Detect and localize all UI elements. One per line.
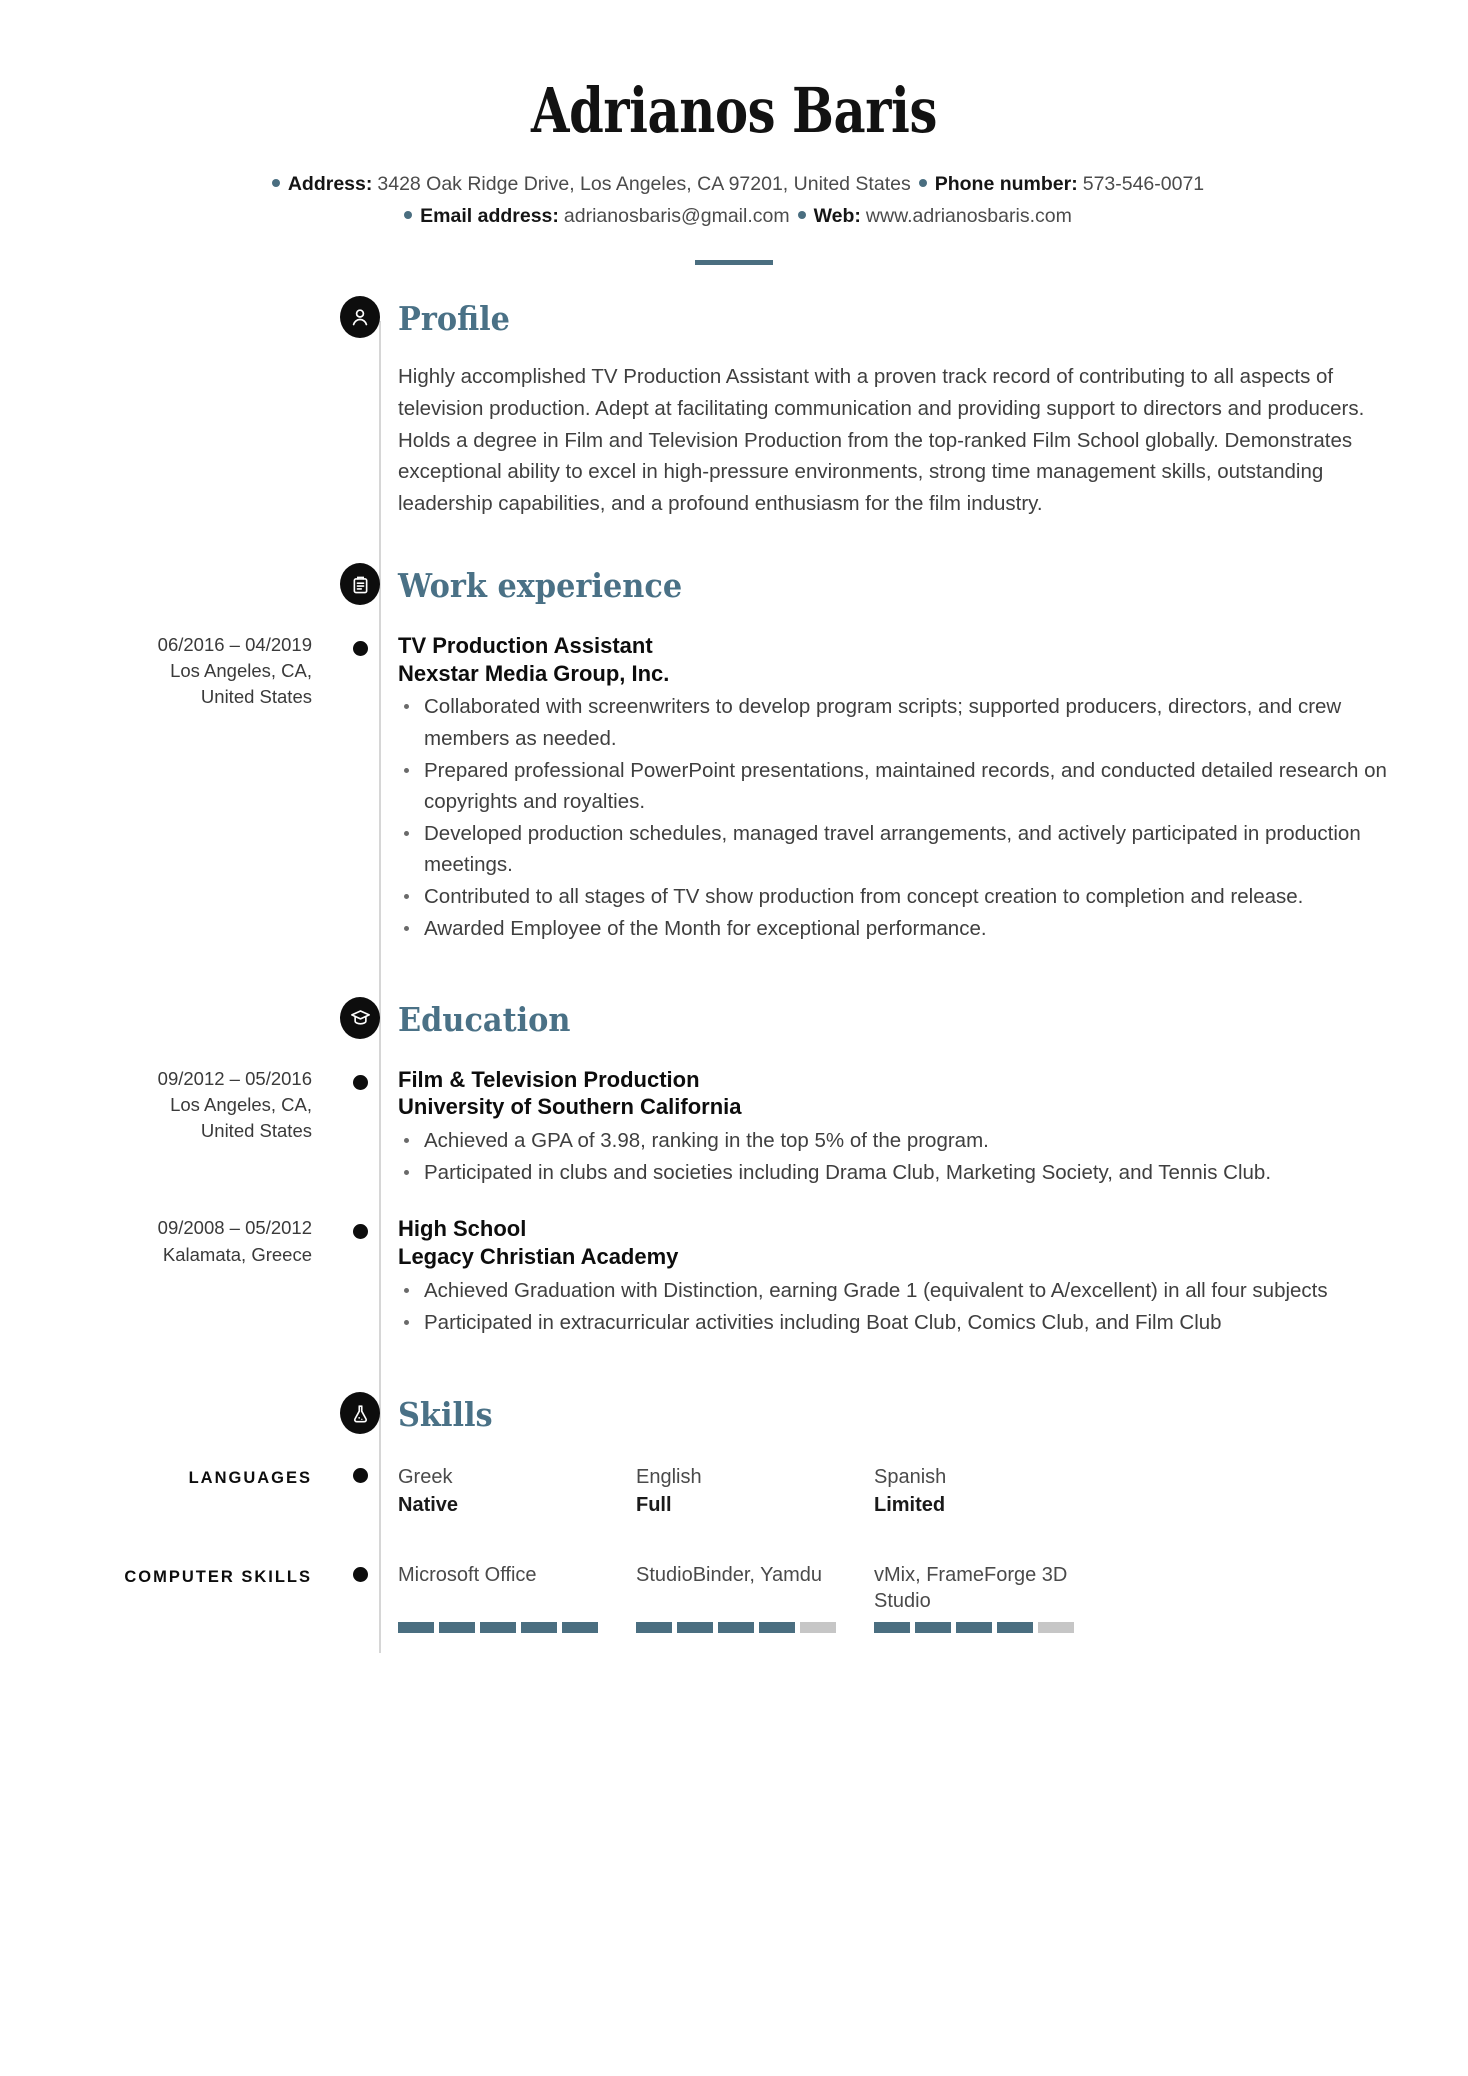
bullet-dot-icon [272, 179, 280, 187]
section-title: Work experience [398, 566, 683, 606]
skill-rating-bars [398, 1622, 636, 1633]
timeline-dot [353, 1224, 368, 1239]
contact-value[interactable]: 573-546-0071 [1082, 173, 1205, 196]
timeline-dot [353, 1567, 368, 1582]
section-title-wrap [380, 299, 1468, 339]
entry-location: Los Angeles, CA, [170, 1093, 312, 1115]
marker-column [340, 1463, 380, 1483]
computer-skills-label-gutter [0, 1562, 340, 1589]
entry-dates: 06/2016 – 04/2019 [157, 633, 312, 655]
computer-skill-item [636, 1562, 874, 1633]
entry-location: United States [200, 1120, 312, 1142]
header-divider [695, 260, 773, 265]
contact-label: Web: [813, 204, 861, 227]
language-name: Spanish [874, 1466, 947, 1489]
education-entries [0, 1066, 1468, 1340]
education-entry [0, 1066, 1468, 1190]
section-title: Education [398, 999, 571, 1039]
contact-value[interactable]: 3428 Oak Ridge Drive, Los Angeles, CA 97201, United States [377, 173, 911, 196]
entry-organization: Legacy Christian Academy [398, 1244, 679, 1270]
entry-body [380, 632, 1468, 946]
contact-label: Phone number: [934, 173, 1078, 196]
language-level: Native [398, 1494, 459, 1517]
language-name: Greek [398, 1466, 453, 1489]
computer-skill-name: Microsoft Office [398, 1563, 537, 1586]
graduation-cap-icon [340, 997, 380, 1039]
contact-value[interactable]: www.adrianosbaris.com [865, 204, 1072, 227]
resume-header [0, 0, 1468, 265]
marker-column [340, 1066, 380, 1090]
entry-bullet: Achieved Graduation with Distinction, earning Grade 1 (equivalent to A/excellent) in all four subjects [398, 1275, 1388, 1306]
section-header-work [0, 566, 1468, 606]
skill-rating-segment [636, 1622, 672, 1633]
marker-column [340, 1000, 380, 1039]
contact-label: Email address: [420, 204, 559, 227]
computer-skill-item [874, 1562, 1112, 1633]
flask-icon [340, 1392, 380, 1434]
computer-skill-name: vMix, FrameForge 3D Studio [874, 1563, 1068, 1613]
computer-skill-name: StudioBinder, Yamdu [636, 1563, 823, 1586]
section-title: Skills [398, 1395, 493, 1435]
skill-rating-segment [718, 1622, 754, 1633]
timeline-spine [379, 321, 381, 1653]
entry-location: United States [200, 686, 312, 708]
contact-line [0, 169, 1468, 201]
language-level: Full [636, 1494, 672, 1517]
language-level: Limited [874, 1494, 946, 1517]
section-title: Profile [398, 299, 511, 339]
languages-body [380, 1463, 1468, 1520]
entry-organization: University of Southern California [398, 1094, 742, 1120]
entry-body [380, 1215, 1468, 1339]
entry-body [380, 1066, 1468, 1190]
entry-dates: 09/2008 – 05/2012 [157, 1217, 312, 1239]
entry-bullet-list [398, 1275, 1388, 1338]
skill-rating-segment [874, 1622, 910, 1633]
entry-organization: Nexstar Media Group, Inc. [398, 660, 670, 686]
entry-bullet: Prepared professional PowerPoint presentations, maintained records, and conducted detailed research on copyrights and royalties. [398, 755, 1388, 817]
skill-rating-segment [800, 1622, 836, 1633]
section-title-wrap [380, 1000, 1468, 1040]
contact-value[interactable]: adrianosbaris@gmail.com [563, 204, 790, 227]
entry-meta [0, 1066, 340, 1145]
contact-info [0, 169, 1468, 232]
languages-label: LANGUAGES [188, 1469, 312, 1488]
work-entry [0, 632, 1468, 946]
entry-meta [0, 1215, 340, 1268]
section-title-wrap [380, 566, 1468, 606]
work-entries [0, 632, 1468, 946]
skill-rating-segment [997, 1622, 1033, 1633]
profile-entry [0, 361, 1468, 520]
resume-timeline [0, 299, 1468, 1653]
skill-rating-segment [956, 1622, 992, 1633]
entry-bullet-list [398, 1125, 1388, 1188]
marker-column [340, 1562, 380, 1582]
language-item [398, 1463, 636, 1520]
entry-bullet: Participated in extracurricular activities including Boat Club, Comics Club, and Film Club [398, 1307, 1388, 1338]
skill-rating-bars [636, 1622, 874, 1633]
skills-languages-row [0, 1463, 1468, 1520]
entry-title: High School [398, 1216, 527, 1242]
bullet-dot-icon [798, 211, 806, 219]
profile-body [380, 361, 1468, 520]
language-item [874, 1463, 1112, 1520]
entry-dates: 09/2012 – 05/2016 [157, 1067, 312, 1089]
computer-skill-item [398, 1562, 636, 1633]
marker-column [340, 566, 380, 605]
skill-rating-bars [874, 1622, 1112, 1633]
skills-computer-row [0, 1562, 1468, 1633]
contact-label: Address: [287, 173, 373, 196]
entry-bullet: Participated in clubs and societies including Drama Club, Marketing Society, and Tennis Club. [398, 1157, 1388, 1188]
computer-skills-grid [398, 1562, 1388, 1633]
briefcase-icon [340, 563, 380, 605]
languages-grid [398, 1463, 1388, 1520]
entry-bullet: Collaborated with screenwriters to develop program scripts; supported producers, directors, and crew members as needed. [398, 691, 1388, 753]
timeline-dot [353, 641, 368, 656]
section-title-wrap [380, 1395, 1468, 1435]
profile-text: Highly accomplished TV Production Assistant with a proven track record of contributing to all aspects of television production. Adept at facilitating communication and providing support to directors and producers. Holds a degree in Film and Television Production from the top-ranked Film School globally. Demonstrates exceptional ability to excel in high-pressure environments, strong time management skills, outstanding leadership capabilities, and a profound enthusiasm for the film industry. [398, 365, 1365, 516]
skill-rating-segment [521, 1622, 557, 1633]
timeline-dot [353, 1468, 368, 1483]
computer-skills-label: COMPUTER SKILLS [124, 1567, 312, 1586]
skill-rating-segment [759, 1622, 795, 1633]
marker-column [340, 1215, 380, 1239]
timeline-dot [353, 1075, 368, 1090]
bullet-dot-icon [404, 211, 412, 219]
skill-rating-segment [915, 1622, 951, 1633]
section-header-education [0, 1000, 1468, 1040]
entry-title: TV Production Assistant [398, 632, 653, 658]
entry-location: Kalamata, Greece [162, 1243, 312, 1265]
entry-bullet: Awarded Employee of the Month for exceptional performance. [398, 913, 1388, 944]
person-icon [340, 296, 380, 338]
entry-meta [0, 632, 340, 711]
skill-rating-segment [1038, 1622, 1074, 1633]
skill-rating-segment [398, 1622, 434, 1633]
entry-title: Film & Television Production [398, 1066, 700, 1092]
marker-column [340, 299, 380, 338]
skill-rating-segment [439, 1622, 475, 1633]
entry-bullet: Achieved a GPA of 3.98, ranking in the top 5% of the program. [398, 1125, 1388, 1156]
contact-line [0, 201, 1468, 233]
languages-label-gutter [0, 1463, 340, 1490]
entry-bullet: Contributed to all stages of TV show production from concept creation to completion and release. [398, 881, 1388, 912]
language-item [636, 1463, 874, 1520]
entry-location: Los Angeles, CA, [170, 660, 312, 682]
section-header-skills [0, 1395, 1468, 1435]
bullet-dot-icon [919, 179, 927, 187]
marker-column [340, 632, 380, 656]
education-entry [0, 1215, 1468, 1339]
section-header-profile [0, 299, 1468, 339]
candidate-name: Adrianos Baris [531, 74, 937, 147]
computer-skills-body [380, 1562, 1468, 1633]
marker-column [340, 1395, 380, 1434]
skill-rating-segment [677, 1622, 713, 1633]
language-name: English [636, 1466, 702, 1489]
entry-bullet: Developed production schedules, managed travel arrangements, and actively participated in production meetings. [398, 818, 1388, 880]
skill-rating-segment [562, 1622, 598, 1633]
entry-bullet-list [398, 691, 1388, 944]
skill-rating-segment [480, 1622, 516, 1633]
